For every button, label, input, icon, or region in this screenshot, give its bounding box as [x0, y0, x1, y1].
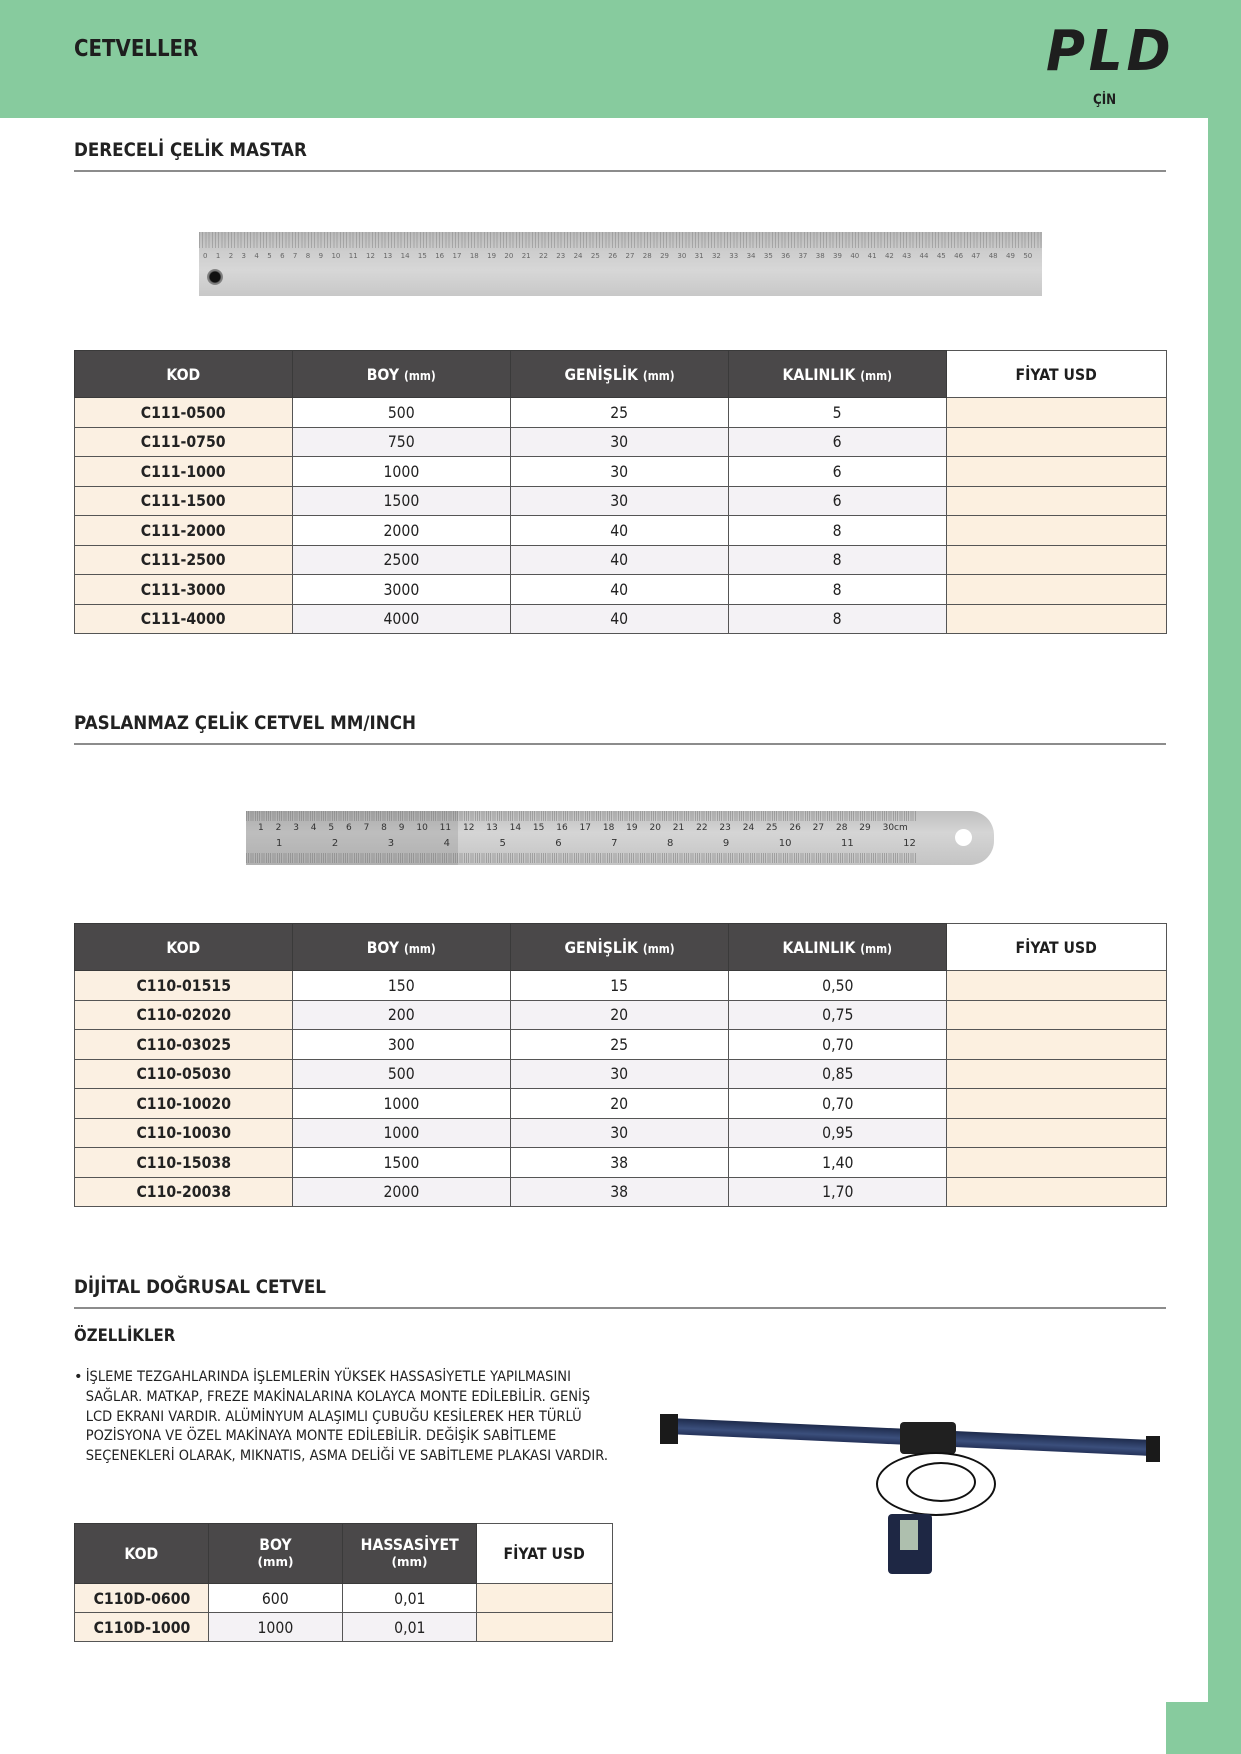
cell-boy: 300	[293, 1030, 511, 1060]
ruler-mark: 33	[729, 252, 739, 260]
cell-fiyat	[947, 575, 1167, 605]
ruler-mark: 16	[556, 823, 568, 833]
cell-boy: 150	[293, 971, 511, 1001]
ruler-mark: 8	[381, 823, 387, 833]
ruler-mark: 4	[310, 823, 317, 833]
ruler-mark: 17	[579, 823, 591, 833]
cell-hassasiyet: 0,01	[343, 1613, 477, 1642]
ruler-mark: 6	[555, 838, 562, 849]
table-row	[75, 545, 1167, 575]
cell-fiyat	[947, 971, 1167, 1001]
reader-head	[900, 1422, 956, 1454]
table-row	[75, 1118, 1167, 1148]
table-row	[75, 575, 1167, 605]
ruler-mark: 15	[417, 252, 427, 260]
section-title-paslanmaz-celik-cetvel: PASLANMAZ ÇELİK CETVEL MM/INCH	[74, 712, 416, 734]
cell-fiyat	[947, 1059, 1167, 1089]
cell-kalinlik: 1,40	[729, 1148, 947, 1178]
ruler-mark: 2	[275, 823, 282, 833]
cell-boy: 1000	[293, 457, 511, 487]
cell-kalinlik: 0,50	[729, 971, 947, 1001]
cell-genislik: 25	[511, 1030, 729, 1060]
cell-kalinlik: 6	[729, 486, 947, 516]
ruler-mark: 27	[625, 252, 635, 260]
cell-kalinlik: 6	[729, 457, 947, 487]
ruler-mark: 49	[1006, 252, 1015, 260]
cell-genislik: 38	[511, 1177, 729, 1207]
cell-genislik: 25	[511, 398, 729, 428]
ruler-mark: 27	[812, 823, 825, 833]
ruler-mark: 1	[276, 838, 283, 849]
cell-fiyat	[947, 1148, 1167, 1178]
section-title-dijital-dogrusal-cetvel: DİJİTAL DOĞRUSAL CETVEL	[74, 1276, 326, 1298]
ruler-mark: 19	[487, 252, 497, 260]
ruler-mark: 1	[258, 823, 264, 833]
cell-boy: 3000	[293, 575, 511, 605]
cell-fiyat	[947, 1118, 1167, 1148]
header-fiyat: FİYAT USD	[477, 1524, 613, 1584]
ruler-mark: 7	[292, 252, 298, 260]
cell-boy: 4000	[293, 604, 511, 634]
ruler-mark: 21	[521, 252, 531, 260]
table-row	[75, 1148, 1167, 1178]
ruler-mark: 30	[677, 252, 687, 260]
ruler-mark: 11	[348, 252, 358, 260]
ruler-mark: 38	[815, 252, 825, 260]
table-row	[75, 1089, 1167, 1119]
ruler-mark: 34	[746, 252, 756, 260]
ruler-cm-marks	[258, 823, 908, 833]
ruler-mark: 26	[608, 252, 618, 260]
ruler-mark: 14	[509, 823, 522, 833]
ruler-mark: 22	[696, 823, 708, 833]
ruler-mark: 6	[345, 823, 352, 833]
cell-boy: 2500	[293, 545, 511, 575]
cell-boy: 1000	[293, 1089, 511, 1119]
cell-genislik: 30	[511, 1118, 729, 1148]
cell-fiyat	[947, 1030, 1167, 1060]
cell-fiyat	[947, 604, 1167, 634]
ruler-mark: 6	[280, 252, 285, 260]
cell-kod: C110-03025	[75, 1030, 293, 1060]
cell-genislik: 30	[511, 1059, 729, 1089]
digital-linear-scale-image	[658, 1392, 1166, 1572]
ruler-mark: 14	[400, 252, 410, 260]
cell-kalinlik: 0,70	[729, 1030, 947, 1060]
header-fiyat: FİYAT USD	[947, 351, 1167, 398]
ruler-mark: 5	[499, 838, 506, 849]
cell-fiyat	[947, 1000, 1167, 1030]
ruler-mark: 2	[331, 838, 339, 849]
ruler-mark: 5	[267, 252, 272, 260]
cell-kod: C111-2500	[75, 545, 293, 575]
cell-genislik: 20	[511, 1000, 729, 1030]
ruler-mark: 3	[293, 823, 299, 833]
ruler-mark: 36	[781, 252, 791, 260]
ruler-mark: 46	[954, 252, 964, 260]
section-divider	[74, 743, 1166, 745]
cell-kod: C110-01515	[75, 971, 293, 1001]
ruler-mark: 45	[936, 252, 946, 260]
cell-genislik: 40	[511, 516, 729, 546]
cell-kalinlik: 0,75	[729, 1000, 947, 1030]
ruler-mark: 39	[833, 252, 842, 260]
ruler-mark: 3	[387, 838, 395, 849]
ruler-mark: 29	[660, 252, 669, 260]
cell-boy: 500	[293, 1059, 511, 1089]
header-boy: BOY (mm)	[293, 351, 511, 398]
cell-boy: 500	[293, 398, 511, 428]
right-accent-strip	[1208, 0, 1241, 1754]
table-row	[75, 1613, 613, 1642]
header-kod: KOD	[75, 351, 293, 398]
cell-fiyat	[947, 1177, 1167, 1207]
cell-kalinlik: 8	[729, 545, 947, 575]
ruler-mark: 41	[867, 252, 877, 260]
table-row	[75, 971, 1167, 1001]
cell-kalinlik: 0,85	[729, 1059, 947, 1089]
corner-accent-block	[1166, 1702, 1241, 1754]
ruler-mark: 24	[742, 823, 755, 833]
cell-kod: C111-0500	[75, 398, 293, 428]
ruler-mark: 16	[435, 252, 445, 260]
cell-kod: C110-05030	[75, 1059, 293, 1089]
header-genislik: GENİŞLİK (mm)	[511, 924, 729, 971]
cell-kod: C111-1000	[75, 457, 293, 487]
ruler-mark: 26	[789, 823, 801, 833]
cell-kalinlik: 1,70	[729, 1177, 947, 1207]
cell-genislik: 40	[511, 575, 729, 605]
ruler-mark: 21	[672, 823, 685, 833]
ruler-mark: 50	[1023, 252, 1033, 260]
ruler-mark: 10	[778, 838, 792, 849]
cell-genislik: 30	[511, 457, 729, 487]
header-boy: BOY (mm)	[293, 924, 511, 971]
ruler-mark: 11	[840, 838, 854, 849]
table-row	[75, 1584, 613, 1613]
cell-boy: 2000	[293, 516, 511, 546]
table-row	[75, 1177, 1167, 1207]
cell-kod: C111-4000	[75, 604, 293, 634]
header-hassasiyet: HASSASİYET (mm)	[343, 1524, 477, 1584]
cell-fiyat	[477, 1584, 613, 1613]
header-genislik: GENİŞLİK (mm)	[511, 351, 729, 398]
cell-kod: C110-15038	[75, 1148, 293, 1178]
ruler-mark: 0	[203, 252, 208, 260]
ruler-mark: 25	[590, 252, 600, 260]
cell-kod: C111-2000	[75, 516, 293, 546]
ruler-mark: 28	[835, 823, 848, 833]
header-kod: KOD	[75, 1524, 209, 1584]
features-heading: ÖZELLİKLER	[74, 1326, 176, 1346]
cell-fiyat	[947, 457, 1167, 487]
cell-genislik: 40	[511, 604, 729, 634]
table-row	[75, 486, 1167, 516]
table-row	[75, 1059, 1167, 1089]
ruler-mark: 28	[642, 252, 652, 260]
ruler-mark: 23	[556, 252, 566, 260]
mount-bracket-right	[1146, 1436, 1160, 1462]
ruler-marks	[203, 252, 1033, 260]
brand-origin: ÇİN	[1093, 92, 1117, 108]
header-kalinlik: KALINLIK (mm)	[729, 924, 947, 971]
section-divider	[74, 170, 1166, 172]
ruler-mark: 12	[903, 838, 916, 849]
cell-genislik: 30	[511, 486, 729, 516]
ruler-mark: 44	[919, 252, 929, 260]
ruler-mark: 25	[766, 823, 778, 833]
ruler-mark: 47	[971, 252, 981, 260]
cell-fiyat	[947, 486, 1167, 516]
cell-fiyat	[947, 427, 1167, 457]
cell-genislik: 20	[511, 1089, 729, 1119]
ruler-mark: 13	[383, 252, 393, 260]
table-row	[75, 398, 1167, 428]
cell-boy: 1500	[293, 1148, 511, 1178]
ruler-mark: 3	[241, 252, 246, 260]
cell-kalinlik: 8	[729, 604, 947, 634]
spec-table-paslanmaz-celik-cetvel	[74, 923, 1167, 1207]
ruler-ticks-bottom	[246, 853, 916, 863]
bullet-icon: •	[74, 1369, 83, 1385]
ruler-ticks	[199, 232, 1042, 248]
cell-kod: C111-0750	[75, 427, 293, 457]
stainless-steel-ruler-image	[246, 811, 994, 865]
cell-boy: 750	[293, 427, 511, 457]
ruler-mark: 35	[763, 252, 773, 260]
ruler-mark: 8	[305, 252, 311, 260]
cell-fiyat	[947, 1089, 1167, 1119]
feature-text: İŞLEME TEZGAHLARINDA İŞLEMLERİN YÜKSEK HASSASİYETLE YAPILMASINI SAĞLAR. MATKAP, FREZE MAKİNALARINA KOLAYCA MONTE EDİLEBİLİR. GENİŞ LCD EKRANI VARDIR. ALÜMİNYUM ALAŞIMLI ÇUBUĞU KESİLEREK HER TÜRLÜ POZİSYONA VE ÖZEL MAKİNAYA MONTE EDİLEBİLİR. DEĞİŞİK SABİTLEME SEÇENEKLERİ OLARAK, MIKNATIS, ASMA DELİĞİ VE SABİTLEME PLAKASI VARDIR.	[85, 1369, 608, 1465]
cell-boy: 600	[209, 1584, 343, 1613]
page-title: CETVELLER	[74, 36, 199, 62]
table-row	[75, 1030, 1167, 1060]
section-divider	[74, 1307, 1166, 1309]
table-row	[75, 516, 1167, 546]
ruler-mark: 19	[626, 823, 638, 833]
ruler-mark: 12	[462, 823, 475, 833]
cell-kalinlik: 0,70	[729, 1089, 947, 1119]
ruler-mark: 22	[539, 252, 548, 260]
cell-boy: 2000	[293, 1177, 511, 1207]
table-row	[75, 1000, 1167, 1030]
table-row	[75, 427, 1167, 457]
cell-fiyat	[947, 516, 1167, 546]
table-row	[75, 604, 1167, 634]
cell-genislik: 30	[511, 427, 729, 457]
cell-kalinlik: 0,95	[729, 1118, 947, 1148]
ruler-mark: 2	[228, 252, 234, 260]
cell-boy: 1000	[209, 1613, 343, 1642]
ruler-mark: 37	[798, 252, 808, 260]
ruler-mark: 10	[416, 823, 428, 833]
cell-kod: C110D-1000	[75, 1613, 209, 1642]
cell-kod: C110D-0600	[75, 1584, 209, 1613]
header-boy: BOY (mm)	[209, 1524, 343, 1584]
mount-bracket-left	[660, 1414, 678, 1444]
cell-genislik: 38	[511, 1148, 729, 1178]
spec-table-dereceli-celik-mastar	[74, 350, 1167, 634]
ruler-inch-marks	[276, 838, 916, 849]
cell-kod: C110-10020	[75, 1089, 293, 1119]
cell-genislik: 40	[511, 545, 729, 575]
cell-kalinlik: 8	[729, 516, 947, 546]
hanging-hole	[207, 269, 223, 285]
ruler-mark: 4	[254, 252, 259, 260]
ruler-mark: 1	[215, 252, 221, 260]
spec-table-dijital-dogrusal-cetvel	[74, 1523, 613, 1642]
cell-kalinlik: 8	[729, 575, 947, 605]
cell-boy: 1000	[293, 1118, 511, 1148]
ruler-mark: 8	[667, 838, 674, 849]
ruler-mark: 11	[439, 823, 452, 833]
header-kod: KOD	[75, 924, 293, 971]
cell-kalinlik: 6	[729, 427, 947, 457]
cell-fiyat	[947, 398, 1167, 428]
ruler-mark: 42	[884, 252, 894, 260]
ruler-mark: 4	[443, 838, 450, 849]
ruler-mark: 15	[532, 823, 545, 833]
cell-kod: C111-3000	[75, 575, 293, 605]
cell-boy: 200	[293, 1000, 511, 1030]
cell-kod: C111-1500	[75, 486, 293, 516]
ruler-mark: 20	[649, 823, 661, 833]
ruler-mark: 24	[573, 252, 583, 260]
ruler-mark: 29	[859, 823, 871, 833]
header-fiyat: FİYAT USD	[947, 924, 1167, 971]
section-title-dereceli-celik-mastar: DERECELİ ÇELİK MASTAR	[74, 139, 307, 161]
cell-kod: C110-02020	[75, 1000, 293, 1030]
ruler-mark: 31	[694, 252, 704, 260]
ruler-ticks-top	[246, 811, 916, 821]
ruler-mark: 9	[318, 252, 324, 260]
ruler-mark: 7	[363, 823, 370, 833]
cell-kod: C110-10030	[75, 1118, 293, 1148]
ruler-mark: 9	[398, 823, 405, 833]
cell-hassasiyet: 0,01	[343, 1584, 477, 1613]
ruler-mark: 20	[504, 252, 514, 260]
lcd-screen	[900, 1520, 918, 1550]
ruler-mark: 18	[469, 252, 479, 260]
ruler-mark: 17	[452, 252, 462, 260]
ruler-mark: 40	[850, 252, 860, 260]
cell-fiyat	[477, 1613, 613, 1642]
cell-genislik: 15	[511, 971, 729, 1001]
ruler-mark: 32	[711, 252, 721, 260]
ruler-mark: 10	[331, 252, 341, 260]
ruler-mark: 48	[988, 252, 998, 260]
cell-kalinlik: 5	[729, 398, 947, 428]
ruler-mark: 7	[611, 838, 618, 849]
ruler-mark: 23	[719, 823, 731, 833]
header-kalinlik: KALINLIK (mm)	[729, 351, 947, 398]
ruler-mark: 5	[328, 823, 335, 833]
cable-loop	[906, 1462, 976, 1502]
ruler-mark: 9	[722, 838, 730, 849]
feature-bullet	[74, 1368, 614, 1467]
ruler-mark: 13	[486, 823, 498, 833]
ruler-mark: 30cm	[882, 823, 908, 833]
ruler-mark: 43	[902, 252, 912, 260]
cell-kod: C110-20038	[75, 1177, 293, 1207]
hanging-hole	[955, 829, 972, 846]
table-row	[75, 457, 1167, 487]
brand-logo: PLD	[1046, 19, 1175, 84]
steel-gauge-ruler-image	[199, 232, 1042, 296]
ruler-mark: 12	[366, 252, 375, 260]
cell-boy: 1500	[293, 486, 511, 516]
ruler-mark: 18	[602, 823, 615, 833]
cell-fiyat	[947, 545, 1167, 575]
